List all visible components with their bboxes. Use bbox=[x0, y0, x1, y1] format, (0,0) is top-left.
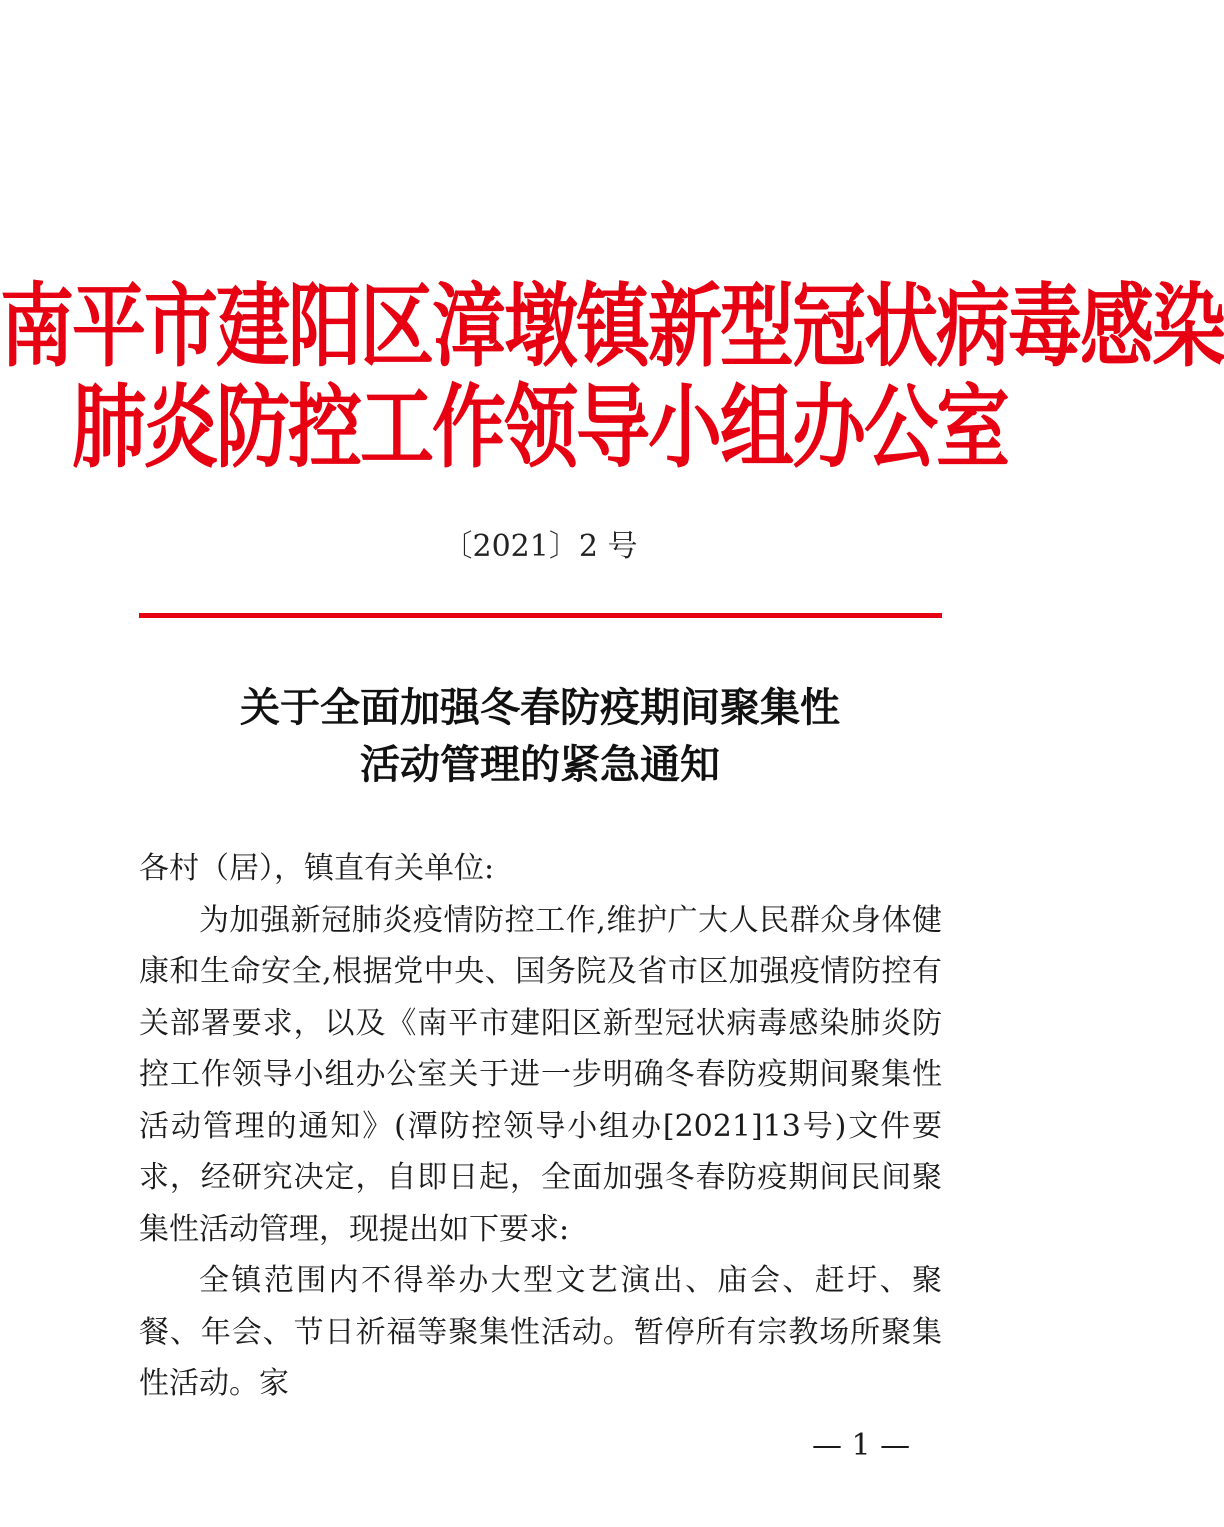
body-paragraph-1: 为加强新冠肺炎疫情防控工作,维护广大人民群众身体健康和生命安全,根据党中央、国务院及省市区加强疫情防控有关部署要求，以及《南平市建阳区新型冠状病毒感染肺炎防控工作领导小组办公室关于进一步明确冬春防疫期间聚集性活动管理的通知》(潭防控领导小组办[2021]13号)文件要求，经研究决定，自即日起，全面加强冬春防疫期间民间聚集性活动管理，现提出如下要求: bbox=[139, 902, 942, 1247]
body-paragraph-2: 全镇范围内不得举办大型文艺演出、庙会、赶圩、聚餐、年会、节日祈福等聚集性活动。暂停所有宗教场所聚集性活动。家 bbox=[139, 1263, 942, 1401]
issuer-name-line-2: 肺炎防控工作领导小组办公室 bbox=[72, 375, 1008, 481]
red-separator-line bbox=[139, 613, 942, 618]
document-title-line-1: 关于全面加强冬春防疫期间聚集性 bbox=[240, 684, 840, 731]
document-body bbox=[139, 843, 942, 1410]
page-number: — 1 — bbox=[812, 1428, 911, 1463]
issuer-name-line-1: 南平市建阳区漳墩镇新型冠状病毒感染 bbox=[0, 274, 1224, 380]
document-number: 〔2021〕2 号 bbox=[442, 529, 638, 564]
document-title-line-2: 活动管理的紧急通知 bbox=[360, 741, 720, 788]
salutation: 各村（居），镇直有关单位: bbox=[139, 851, 495, 886]
